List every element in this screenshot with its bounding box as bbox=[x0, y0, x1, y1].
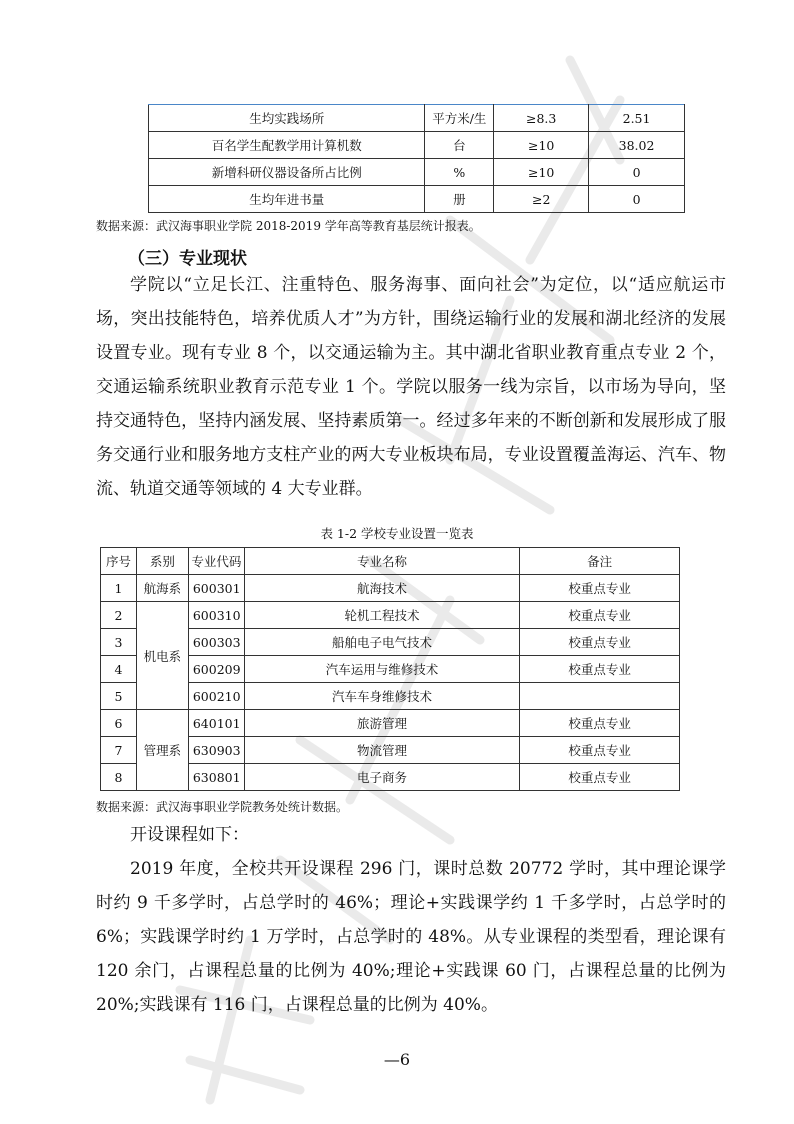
cell-no: 8 bbox=[101, 764, 137, 791]
cell-name: 汽车运用与维修技术 bbox=[244, 656, 519, 683]
header-name: 专业名称 bbox=[244, 548, 519, 575]
cell-item: 生均年进书量 bbox=[149, 186, 425, 213]
table2-caption: 表 1-2 学校专业设置一览表 bbox=[320, 526, 474, 541]
cell-note: 校重点专业 bbox=[520, 656, 680, 683]
table-row bbox=[101, 710, 680, 737]
cell-note bbox=[520, 683, 680, 710]
cell-code: 600310 bbox=[188, 602, 244, 629]
cell-name: 物流管理 bbox=[244, 737, 519, 764]
cell-note: 校重点专业 bbox=[520, 602, 680, 629]
cell-code: 640101 bbox=[188, 710, 244, 737]
header-note: 备注 bbox=[520, 548, 680, 575]
section-heading: （三）专业现状 bbox=[128, 249, 247, 269]
cell-name: 汽车车身维修技术 bbox=[244, 683, 519, 710]
cell-standard: ≥10 bbox=[494, 132, 589, 159]
cell-name: 旅游管理 bbox=[244, 710, 519, 737]
cell-note: 校重点专业 bbox=[520, 710, 680, 737]
cell-no: 1 bbox=[101, 575, 137, 602]
table-row bbox=[149, 105, 685, 132]
cell-note: 校重点专业 bbox=[520, 764, 680, 791]
cell-code: 600210 bbox=[188, 683, 244, 710]
page-number: —6 bbox=[383, 1050, 411, 1069]
cell-dept: 航海系 bbox=[136, 575, 188, 602]
cell-code: 600301 bbox=[188, 575, 244, 602]
header-no: 序号 bbox=[101, 548, 137, 575]
paragraph-courses: 2019 年度，全校共开设课程 296 门，课时总数 20772 学时，其中理论课学时约 9 千多学时，占总学时的 46%；理论+实践课学约 1 千多学时，占总学时的 6%；实践课学时约 1 万学时，占总学时的 48%。从专业课程的类型看，理论课有 120 余门，占课程总量的比例为 40%;理论+实践课 60 门，占课程总量的比例为 20%;实践课有 116 门，占课程总量的比例为 40%。 bbox=[96, 859, 726, 1015]
courses-intro: 开设课程如下： bbox=[130, 825, 249, 845]
cell-name: 电子商务 bbox=[244, 764, 519, 791]
cell-no: 2 bbox=[101, 602, 137, 629]
cell-unit: % bbox=[425, 159, 494, 186]
cell-standard: ≥8.3 bbox=[494, 105, 589, 132]
cell-unit: 册 bbox=[425, 186, 494, 213]
cell-note: 校重点专业 bbox=[520, 629, 680, 656]
header-dept: 系别 bbox=[136, 548, 188, 575]
table-row bbox=[101, 575, 680, 602]
cell-code: 600209 bbox=[188, 656, 244, 683]
cell-no: 6 bbox=[101, 710, 137, 737]
cell-name: 船舶电子电气技术 bbox=[244, 629, 519, 656]
cell-item: 百名学生配教学用计算机数 bbox=[149, 132, 425, 159]
cell-note: 校重点专业 bbox=[520, 575, 680, 602]
statistics-table bbox=[148, 104, 685, 213]
major-settings-table bbox=[100, 547, 680, 791]
cell-no: 4 bbox=[101, 656, 137, 683]
cell-no: 7 bbox=[101, 737, 137, 764]
cell-dept: 管理系 bbox=[136, 710, 188, 791]
cell-value: 2.51 bbox=[589, 105, 685, 132]
cell-code: 630801 bbox=[188, 764, 244, 791]
table1-source-note: 数据来源：武汉海事职业学院 2018-2019 学年高等教育基层统计报表。 bbox=[96, 219, 481, 233]
table-row bbox=[149, 132, 685, 159]
cell-value: 0 bbox=[589, 159, 685, 186]
cell-value: 38.02 bbox=[589, 132, 685, 159]
cell-name: 航海技术 bbox=[244, 575, 519, 602]
cell-dept: 机电系 bbox=[136, 602, 188, 710]
cell-no: 3 bbox=[101, 629, 137, 656]
courses-section bbox=[96, 818, 726, 1022]
cell-standard: ≥10 bbox=[494, 159, 589, 186]
paragraph-major-status: 学院以“立足长江、注重特色、服务海事、面向社会”为定位，以“适应航运市场，突出技能特色，培养优质人才”为方针，围绕运输行业的发展和湖北经济的发展设置专业。现有专业 8 个，以交通运输为主。其中湖北省职业教育重点专业 2 个，交通运输系统职业教育示范专业 1 个。学院以服务一线为宗旨，以市场为导向，坚持交通特色，坚持内涵发展、坚持素质第一。经过多年来的不断创新和发展形成了服务交通行业和服务地方支柱产业的两大专业板块布局，专业设置覆盖海运、汽车、物流、轨道交通等领域的 4 大专业群。 bbox=[96, 275, 726, 499]
cell-name: 轮机工程技术 bbox=[244, 602, 519, 629]
table-row bbox=[149, 159, 685, 186]
cell-standard: ≥2 bbox=[494, 186, 589, 213]
cell-note: 校重点专业 bbox=[520, 737, 680, 764]
table-row bbox=[149, 186, 685, 213]
cell-value: 0 bbox=[589, 186, 685, 213]
cell-code: 600303 bbox=[188, 629, 244, 656]
table-row bbox=[101, 602, 680, 629]
cell-unit: 平方米/生 bbox=[425, 105, 494, 132]
cell-code: 630903 bbox=[188, 737, 244, 764]
cell-no: 5 bbox=[101, 683, 137, 710]
cell-unit: 台 bbox=[425, 132, 494, 159]
table2-source-note: 数据来源：武汉海事职业学院教务处统计数据。 bbox=[96, 800, 349, 814]
header-code: 专业代码 bbox=[188, 548, 244, 575]
cell-item: 新增科研仪器设备所占比例 bbox=[149, 159, 425, 186]
cell-item: 生均实践场所 bbox=[149, 105, 425, 132]
